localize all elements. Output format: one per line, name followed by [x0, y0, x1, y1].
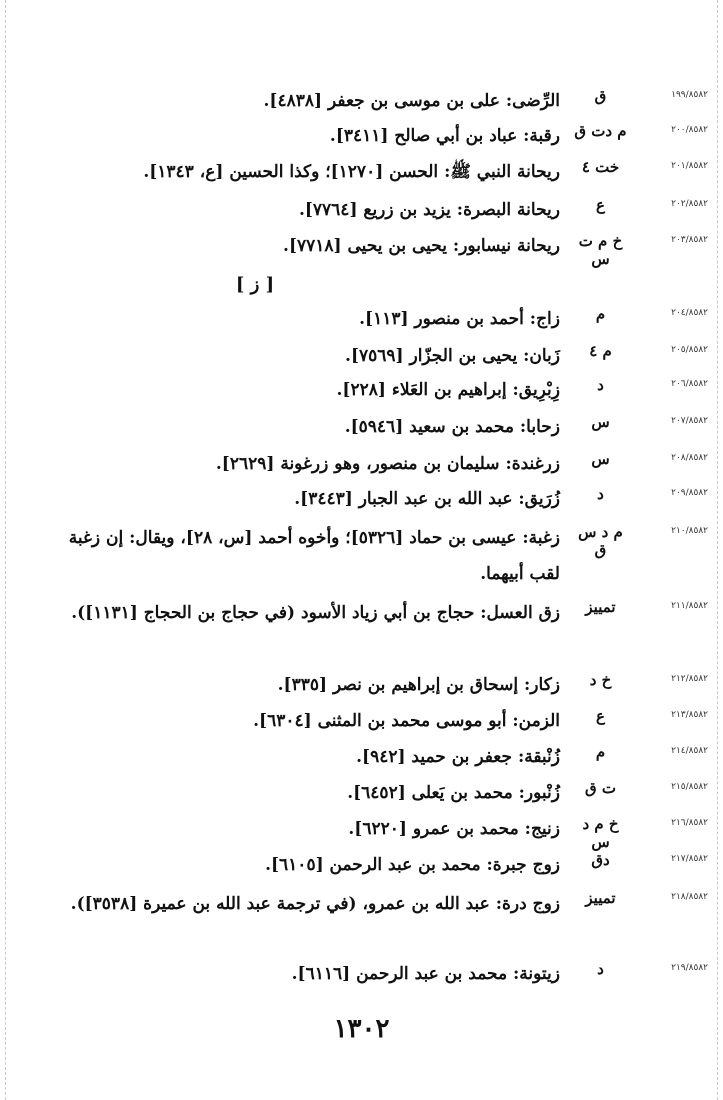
entry-number: ٢١٣/٨٥٨٢	[671, 710, 708, 720]
entry-number: ٢٠٦/٨٥٨٢	[671, 379, 708, 389]
entry-text: زَبان: يحيى بن الجزّار [٧٥٦٩].	[345, 346, 560, 366]
entry-row	[60, 848, 708, 882]
page-number: ١٣٠٢	[333, 1014, 390, 1044]
entry-row	[60, 410, 708, 444]
entry-number: ٢٠٩/٨٥٨٢	[671, 488, 708, 498]
entry-code: تمييز	[585, 598, 616, 616]
entry-code: خت ٤	[581, 158, 620, 176]
entry-text: زنيج: محمد بن عمرو [٦٢٢٠].	[348, 819, 560, 839]
entry-row	[60, 155, 708, 189]
entry-row	[60, 704, 708, 738]
entry-code: د	[597, 485, 604, 503]
entry-code: تمييز	[585, 889, 616, 907]
entry-number: ٢٠٣/٨٥٨٢	[671, 235, 708, 245]
entry-number: ٢٠٥/٨٥٨٢	[671, 345, 708, 355]
entry-text: زِبْرِيق: إبراهيم بن العَلاء [٢٢٨].	[336, 380, 560, 400]
entry-code: د	[597, 376, 604, 394]
entry-code: س	[591, 413, 610, 431]
entry-row	[60, 595, 708, 667]
entry-row	[60, 302, 708, 336]
entry-code: ق	[594, 87, 607, 105]
entry-text: زاج: أحمد بن منصور [١١٣].	[359, 309, 560, 329]
entry-text: زوج جبرة: محمد بن عبد الرحمن [٦١٠٥].	[265, 855, 560, 875]
entry-number: ٢٠٧/٨٥٨٢	[671, 416, 708, 426]
entry-row	[60, 193, 708, 227]
entry-number: ٢١٤/٨٥٨٢	[671, 746, 708, 756]
entry-number: ٢٠١/٨٥٨٢	[671, 161, 708, 171]
entry-number: ٢٠٤/٨٥٨٢	[671, 308, 708, 318]
entry-text: زيتونة: محمد بن عبد الرحمن [٦١١٦].	[291, 964, 560, 984]
entry-row	[60, 229, 708, 268]
entry-row	[60, 520, 708, 592]
entry-row	[60, 776, 708, 810]
entry-row	[60, 373, 708, 407]
entry-row	[60, 482, 708, 516]
entry-text: زرغندة: سليمان بن منصور، وهو زرغونة [٢٦٢٩].	[215, 454, 560, 474]
entry-text: زُنْبور: محمد بن يَعلى [٦٤٥٢].	[347, 783, 560, 803]
entry-number: ٢١٩/٨٥٨٢	[671, 963, 708, 973]
entry-number: ٢٠٢/٨٥٨٢	[671, 199, 708, 209]
entry-row	[60, 84, 708, 118]
entry-code: م	[595, 305, 606, 323]
entry-code: ع	[596, 707, 605, 725]
section-heading: [ ز ]	[235, 274, 275, 295]
entry-number: ١٩٩/٨٥٨٢	[671, 90, 708, 100]
entry-number: ٢٠٠/٨٥٨٢	[671, 125, 708, 135]
entry-text: زكار: إسحاق بن إبراهيم بن نصر [٣٣٥].	[277, 675, 560, 695]
entry-code: م دت ق	[574, 122, 627, 140]
entry-number: ٢١٥/٨٥٨٢	[671, 782, 708, 792]
entry-text: زُنْبقة: جعفر بن حميد [٩٤٢].	[356, 747, 560, 767]
entry-number: ٢١٦/٨٥٨٢	[671, 818, 708, 828]
entry-text: زغبة: عيسى بن حماد [٥٣٢٦]؛ وأخوه أحمد [س، ٢٨]، ويقال: إن زغبة لقب أبيهما.	[68, 528, 560, 584]
entry-code: ع	[596, 196, 605, 214]
entry-row	[60, 119, 708, 153]
entry-code: م	[595, 743, 606, 761]
entry-text: الزمن: أبو موسى محمد بن المثنى [٦٣٠٤].	[253, 711, 560, 731]
entry-code: م د س ق	[578, 523, 623, 559]
entry-code: د	[597, 960, 604, 978]
entry-code: دق	[591, 851, 610, 869]
entry-number: ٢١٠/٨٥٨٢	[671, 526, 708, 536]
entry-text: رقبة: عباد بن أبي صالح [٣٤١١].	[329, 126, 560, 146]
entry-text: ريحانة نيسابور: يحيى بن يحيى [٧٧١٨].	[283, 236, 560, 256]
entry-row	[60, 668, 708, 702]
entry-number: ٢١٧/٨٥٨٢	[671, 854, 708, 864]
entry-number: ٢١٢/٨٥٨٢	[671, 674, 708, 684]
entry-number: ٢١٨/٨٥٨٢	[671, 892, 708, 902]
entry-code: م ٤	[589, 342, 612, 360]
entry-code: ت ق	[585, 779, 616, 797]
entry-text: زق العسل: حجاج بن أبي زياد الأسود (في حجاج بن الحجاج [١١٣١]).	[71, 603, 560, 623]
entry-code: س	[591, 450, 610, 468]
entry-row	[60, 886, 708, 958]
entry-code: خ د	[589, 671, 612, 689]
entry-code: خ م ت س	[578, 232, 623, 268]
entry-code: خ م د س	[582, 815, 619, 851]
entry-text: الرِّضى: على بن موسى بن جعفر [٤٨٣٨].	[263, 91, 560, 111]
entry-row	[60, 812, 708, 851]
entry-text: زوج درة: عبد الله بن عمرو، (في ترجمة عبد الله بن عميرة [٣٥٣٨]).	[70, 894, 560, 914]
entry-text: زُرَيق: عبد الله بن عبد الجبار [٣٤٤٣].	[294, 489, 560, 509]
entry-row	[60, 339, 708, 373]
entry-text: ريحانة النبي ﷺ: الحسن [١٢٧٠]؛ وكذا الحسين [ع، ١٣٤٣].	[143, 162, 560, 182]
entry-row	[60, 447, 708, 481]
entry-row	[60, 740, 708, 774]
entry-row	[60, 957, 708, 991]
entry-number: ٢٠٨/٨٥٨٢	[671, 453, 708, 463]
entry-number: ٢١١/٨٥٨٢	[671, 601, 708, 611]
entry-text: زحابا: محمد بن سعيد [٥٩٤٦].	[344, 417, 560, 437]
entry-text: ريحانة البصرة: يزيد بن زريع [٧٧٦٤].	[298, 200, 560, 220]
